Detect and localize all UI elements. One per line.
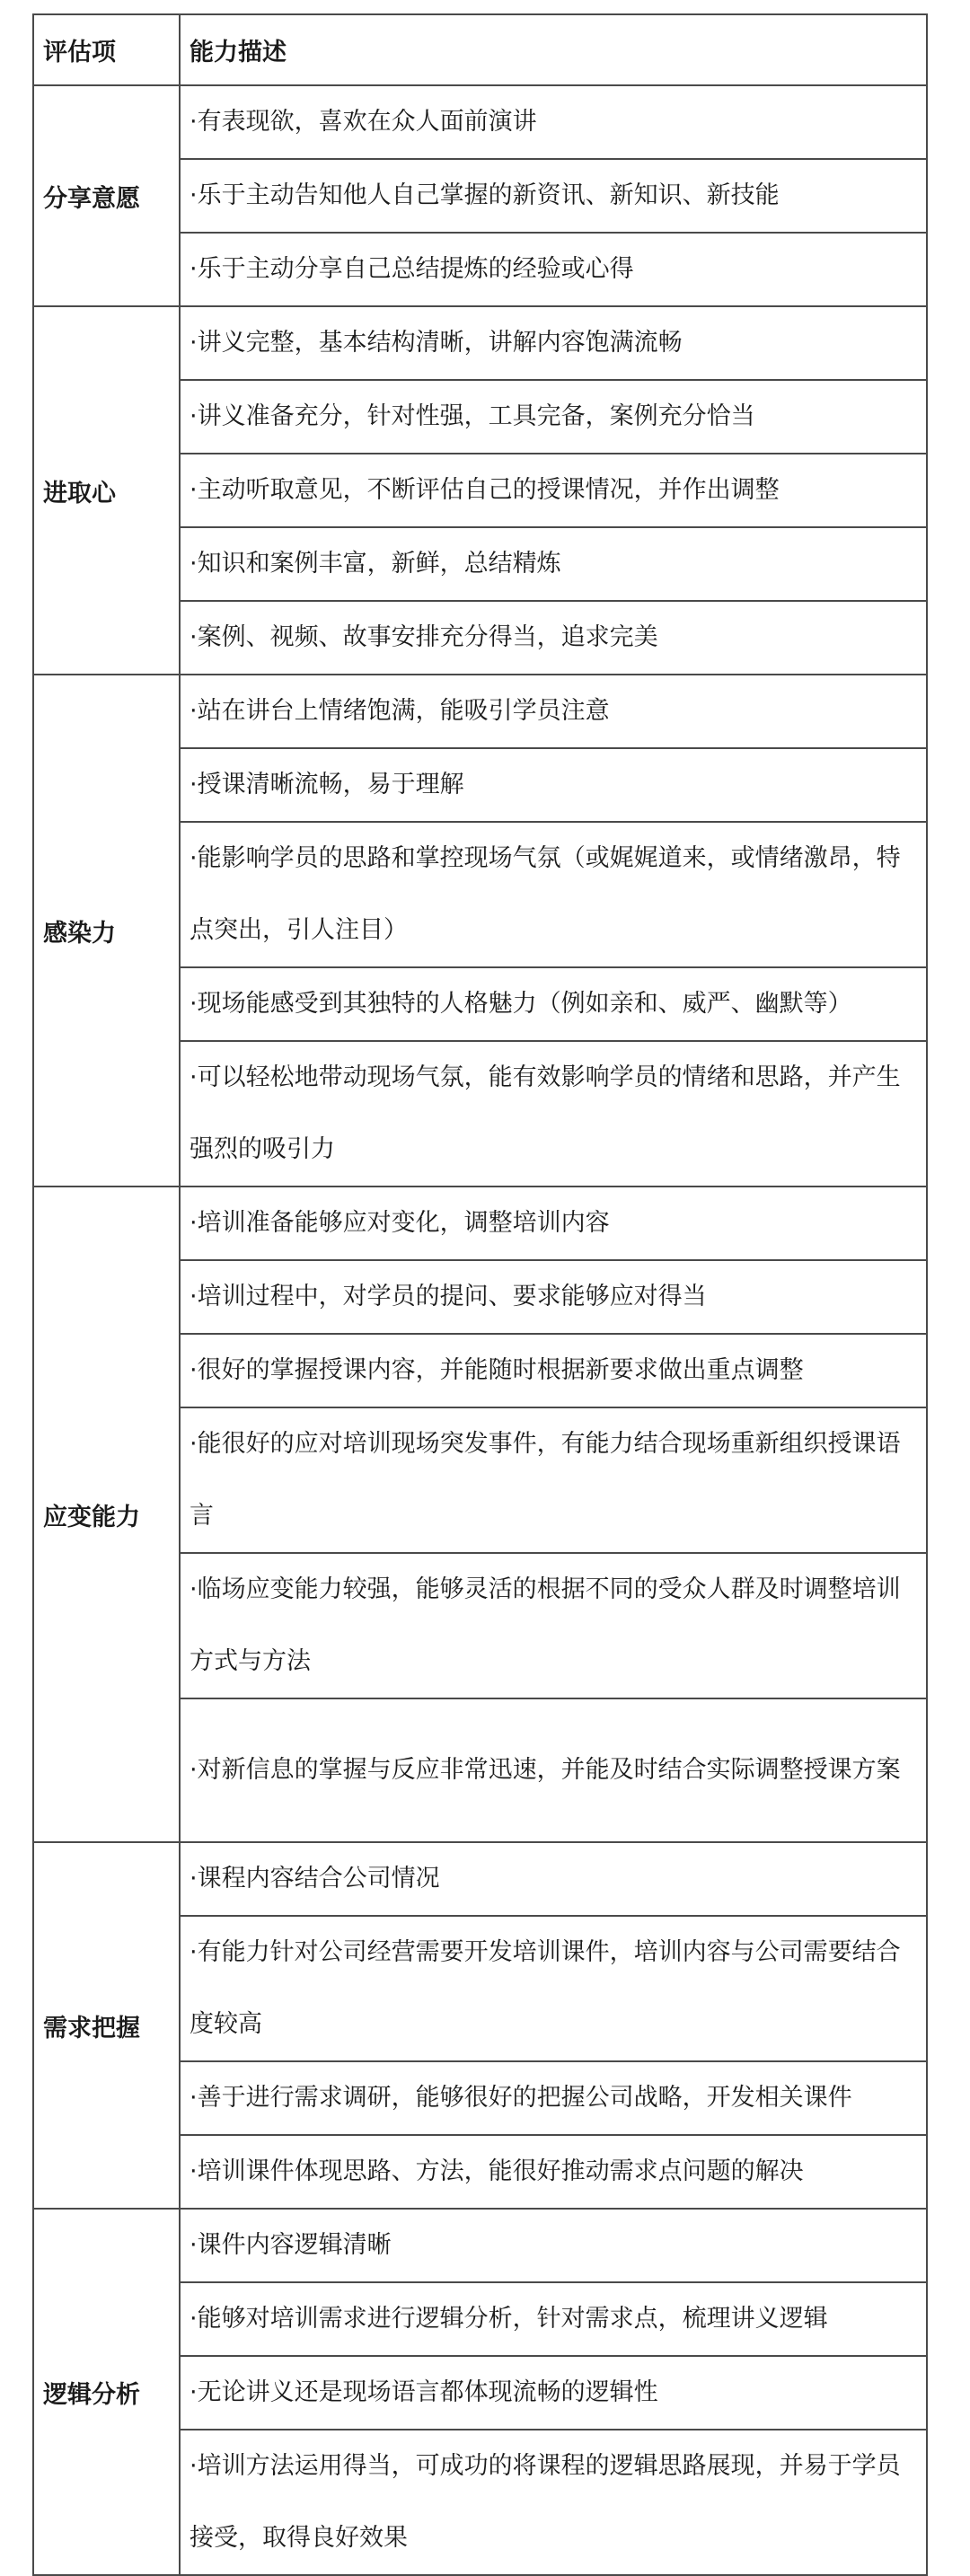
description-cell: ·乐于主动分享自己总结提炼的经验或心得 <box>180 233 927 306</box>
description-cell: ·无论讲义还是现场语言都体现流畅的逻辑性 <box>180 2356 927 2430</box>
description-cell: ·站在讲台上情绪饱满，能吸引学员注意 <box>180 675 927 748</box>
description-cell: ·可以轻松地带动现场气氛，能有效影响学员的情绪和思路，并产生强烈的吸引力 <box>180 1041 927 1187</box>
description-cell: ·培训准备能够应对变化，调整培训内容 <box>180 1187 927 1260</box>
description-cell: ·授课清晰流畅，易于理解 <box>180 748 927 822</box>
description-cell: ·案例、视频、故事安排充分得当，追求完美 <box>180 601 927 675</box>
description-cell: ·培训方法运用得当，可成功的将课程的逻辑思路展现，并易于学员接受，取得良好效果 <box>180 2430 927 2575</box>
description-cell: ·能够对培训需求进行逻辑分析，针对需求点，梳理讲义逻辑 <box>180 2282 927 2356</box>
category-cell: 进取心 <box>33 306 180 675</box>
table-row <box>33 85 927 159</box>
description-cell: ·课程内容结合公司情况 <box>180 1842 927 1916</box>
evaluation-table-container <box>32 13 926 2576</box>
header-evaluation-item: 评估项 <box>33 14 180 85</box>
description-cell: ·主动听取意见，不断评估自己的授课情况，并作出调整 <box>180 454 927 527</box>
description-cell: ·临场应变能力较强，能够灵活的根据不同的受众人群及时调整培训方式与方法 <box>180 1553 927 1698</box>
description-cell: ·很好的掌握授课内容，并能随时根据新要求做出重点调整 <box>180 1334 927 1407</box>
description-cell: ·现场能感受到其独特的人格魅力（例如亲和、威严、幽默等） <box>180 967 927 1041</box>
category-cell: 需求把握 <box>33 1842 180 2209</box>
table-row <box>33 2209 927 2282</box>
description-cell: ·能影响学员的思路和掌控现场气氛（或娓娓道来，或情绪激昂，特点突出，引人注目） <box>180 822 927 967</box>
table-row <box>33 1187 927 1260</box>
table-header-row <box>33 14 927 85</box>
description-cell: ·有表现欲，喜欢在众人面前演讲 <box>180 85 927 159</box>
table-row <box>33 306 927 380</box>
table-row <box>33 675 927 748</box>
category-cell: 分享意愿 <box>33 85 180 306</box>
table-row <box>33 1842 927 1916</box>
description-cell: ·知识和案例丰富，新鲜，总结精炼 <box>180 527 927 601</box>
description-cell: ·对新信息的掌握与反应非常迅速，并能及时结合实际调整授课方案 <box>180 1698 927 1842</box>
description-cell: ·课件内容逻辑清晰 <box>180 2209 927 2282</box>
header-ability-description: 能力描述 <box>180 14 927 85</box>
description-cell: ·讲义完整，基本结构清晰，讲解内容饱满流畅 <box>180 306 927 380</box>
description-cell: ·培训课件体现思路、方法，能很好推动需求点问题的解决 <box>180 2135 927 2209</box>
description-cell: ·培训过程中，对学员的提问、要求能够应对得当 <box>180 1260 927 1334</box>
category-cell: 逻辑分析 <box>33 2209 180 2575</box>
category-cell: 感染力 <box>33 675 180 1187</box>
category-cell: 应变能力 <box>33 1187 180 1842</box>
description-cell: ·乐于主动告知他人自己掌握的新资讯、新知识、新技能 <box>180 159 927 233</box>
description-cell: ·讲义准备充分，针对性强，工具完备，案例充分恰当 <box>180 380 927 454</box>
description-cell: ·能很好的应对培训现场突发事件，有能力结合现场重新组织授课语言 <box>180 1407 927 1553</box>
description-cell: ·善于进行需求调研，能够很好的把握公司战略，开发相关课件 <box>180 2061 927 2135</box>
description-cell: ·有能力针对公司经营需要开发培训课件，培训内容与公司需要结合度较高 <box>180 1916 927 2061</box>
evaluation-table <box>32 13 928 2576</box>
